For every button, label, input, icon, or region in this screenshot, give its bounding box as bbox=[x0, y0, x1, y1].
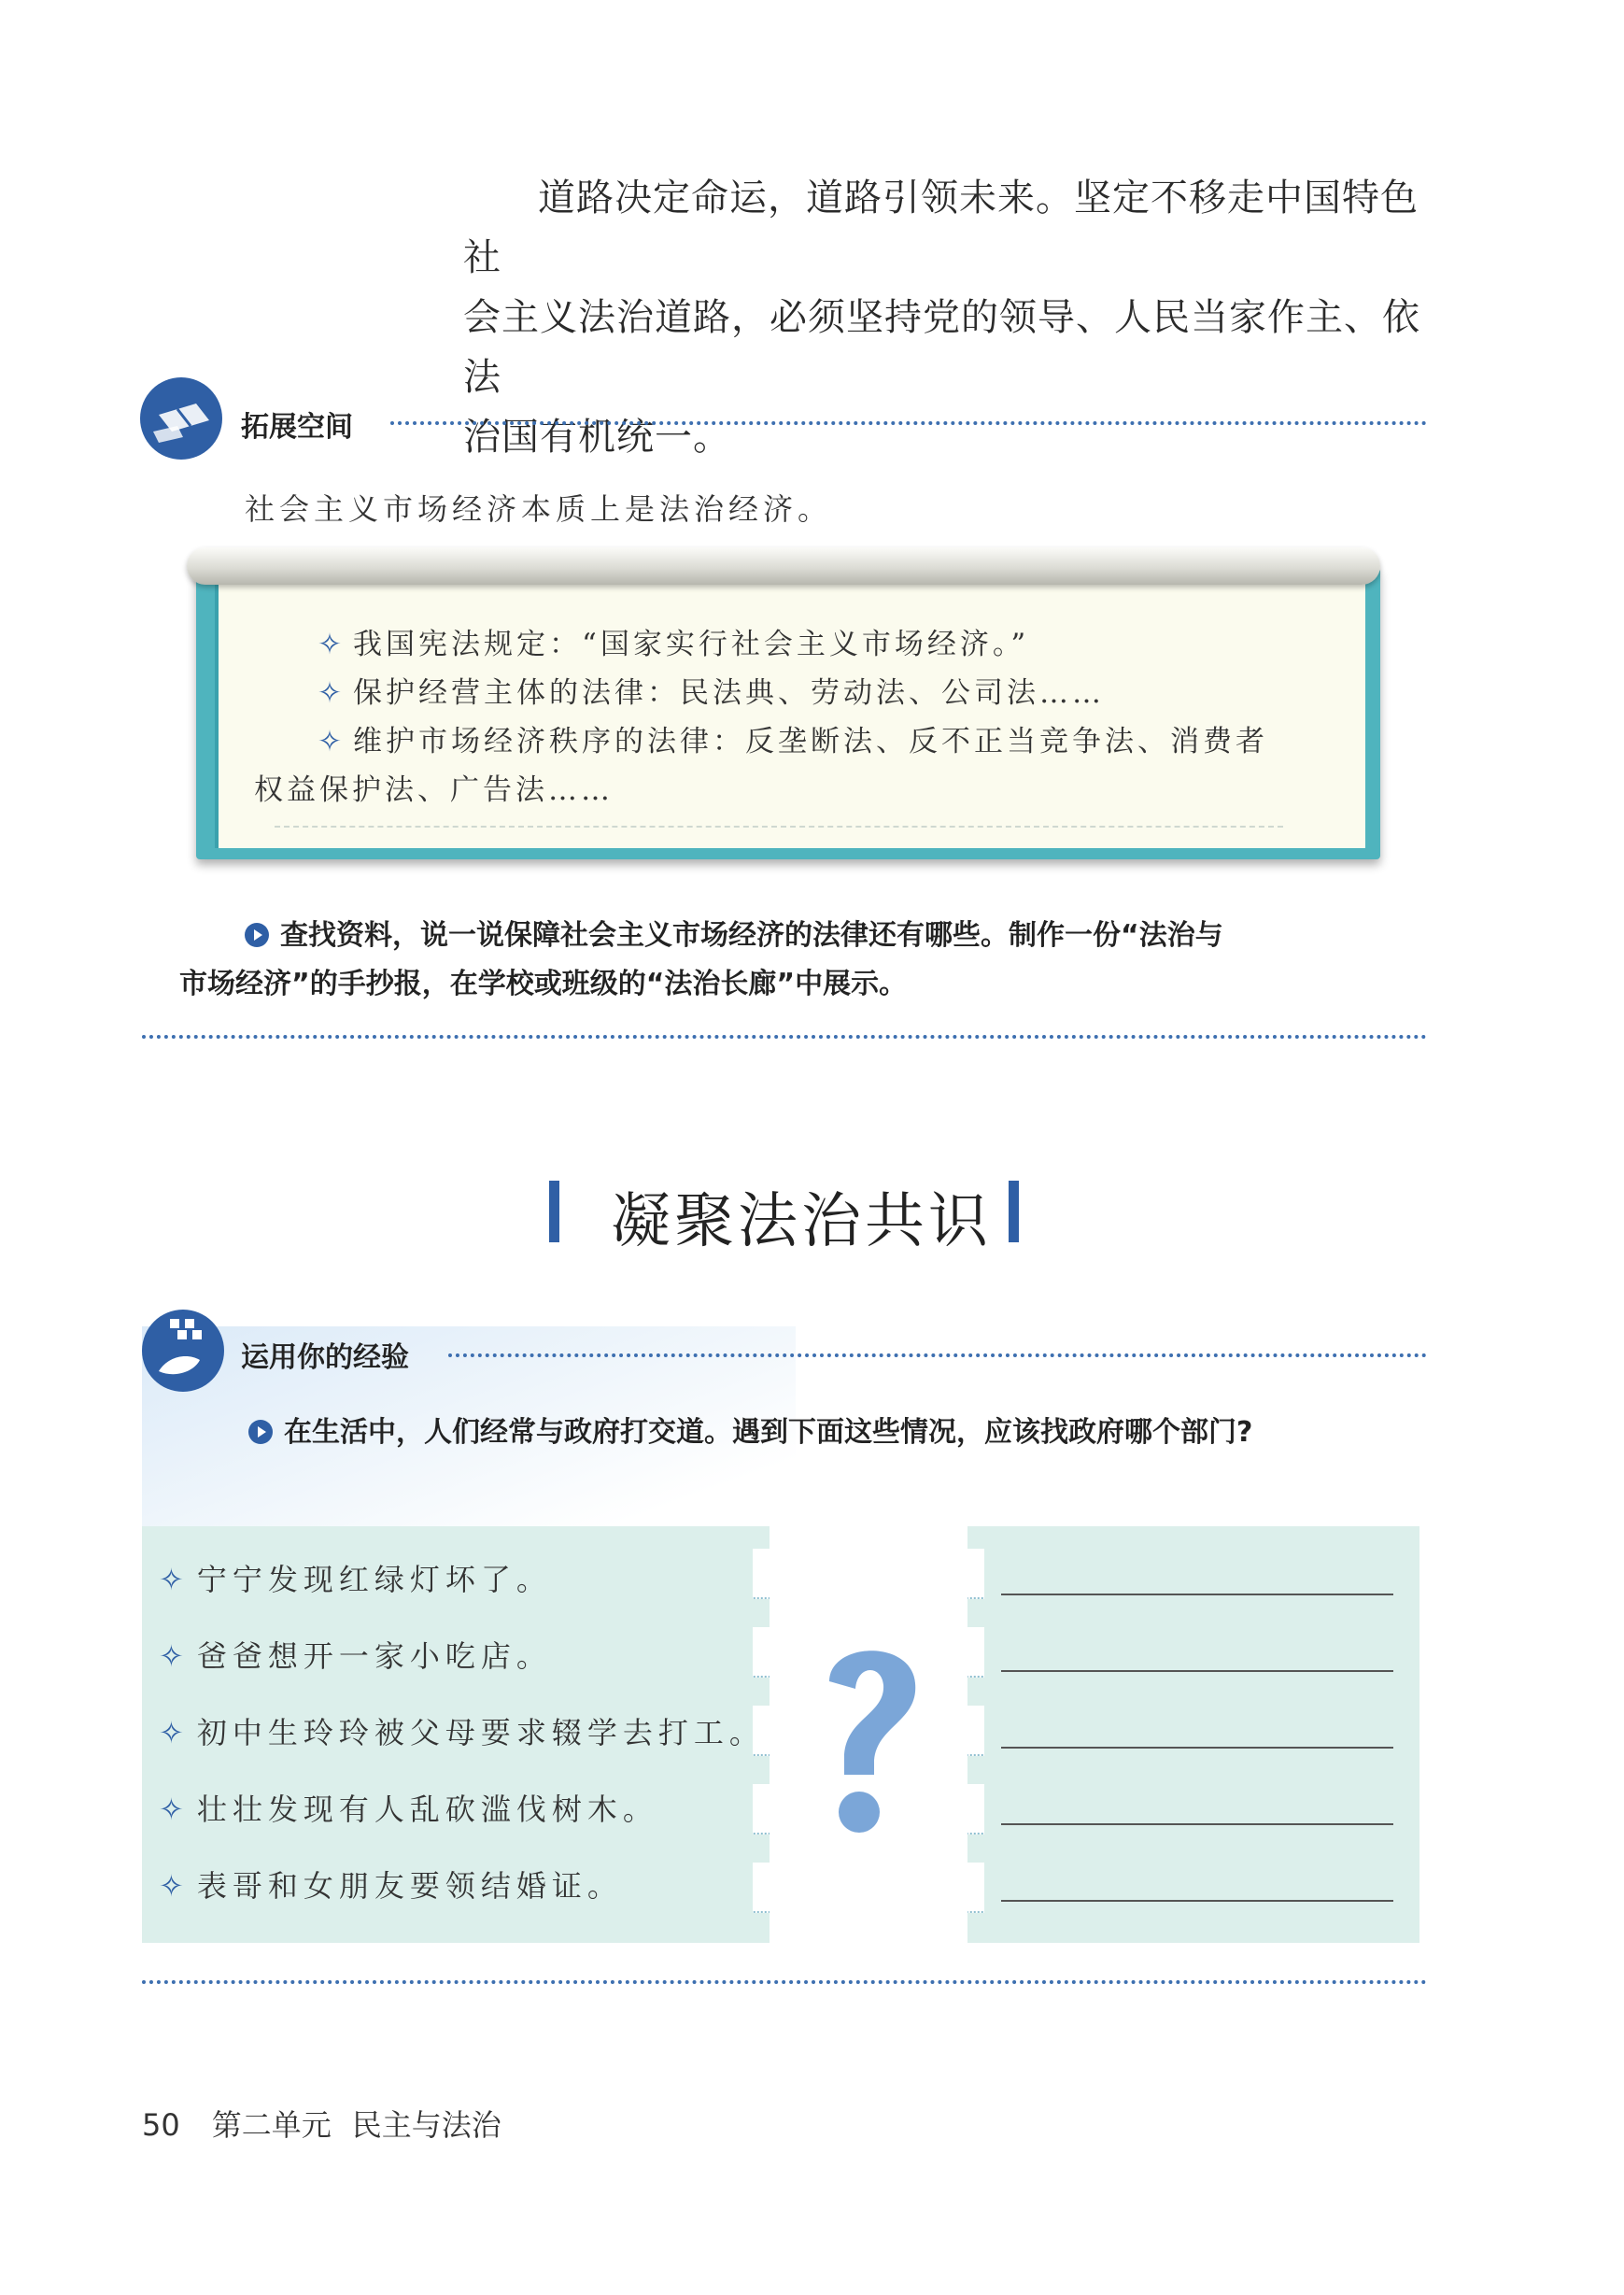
intro-line-1: 道路决定命运，道路引领未来。坚定不移走中国特色社 bbox=[463, 177, 1419, 279]
extension-icon bbox=[140, 377, 222, 460]
extension-task bbox=[179, 912, 1431, 1009]
scroll-item: ✧ 我国宪法规定：“国家实行社会主义市场经济。” bbox=[318, 628, 1030, 661]
experience-dotted-rule bbox=[448, 1353, 1427, 1357]
scroll-rod bbox=[187, 547, 1380, 585]
situation-item: ✧ 初中生玲玲被父母要求辍学去打工。 bbox=[159, 1715, 765, 1750]
intro-line-3: 治国有机统一。 bbox=[463, 416, 731, 459]
scroll-item: ✧ 维护市场经济秩序的法律：反垄断法、反不正当竞争法、消费者 bbox=[318, 725, 1268, 758]
task-line-2: 市场经济”的手抄报，在学校或班级的“法治长廊”中展示。 bbox=[179, 968, 908, 1000]
situation-item: ✧ 表哥和女朋友要领结婚证。 bbox=[159, 1868, 623, 1904]
play-bullet-icon bbox=[248, 1420, 273, 1444]
answer-blank[interactable] bbox=[1001, 1823, 1393, 1825]
extension-dotted-rule bbox=[390, 421, 1427, 425]
diamond-bullet-icon: ✧ bbox=[159, 1792, 190, 1827]
page-number: 50 bbox=[142, 2107, 180, 2143]
situation-item: ✧ 爸爸想开一家小吃店。 bbox=[159, 1638, 552, 1674]
experience-prompt: 在生活中，人们经常与政府打交道。遇到下面这些情况，应该找政府哪个部门? bbox=[248, 1409, 1252, 1457]
scroll-item: ✧ 保护经营主体的法律：民法典、劳动法、公司法…… bbox=[318, 676, 1105, 710]
diamond-bullet-icon: ✧ bbox=[159, 1868, 190, 1904]
extension-lead: 社会主义市场经济本质上是法治经济。 bbox=[245, 491, 833, 527]
extension-title: 拓展空间 bbox=[241, 411, 353, 444]
question-mark-icon bbox=[796, 1625, 945, 1849]
scroll-item-continuation: 权益保护法、广告法…… bbox=[254, 773, 614, 807]
diamond-bullet-icon: ✧ bbox=[318, 676, 346, 710]
answer-blank[interactable] bbox=[1001, 1594, 1393, 1595]
answer-blank[interactable] bbox=[1001, 1670, 1393, 1672]
play-bullet-icon bbox=[245, 923, 269, 947]
task-line-1: 查找资料，说一说保障社会主义市场经济的法律还有哪些。制作一份“法治与 bbox=[179, 912, 1431, 960]
diamond-bullet-icon: ✧ bbox=[159, 1562, 190, 1597]
heading-bar-left bbox=[549, 1181, 559, 1242]
unit-title: 民主与法治 bbox=[351, 2107, 501, 2143]
section-divider bbox=[142, 1035, 1427, 1039]
situation-item: ✧ 壮壮发现有人乱砍滥伐树木。 bbox=[159, 1792, 658, 1827]
diamond-bullet-icon: ✧ bbox=[159, 1715, 190, 1750]
section-heading: 凝聚法治共识 bbox=[611, 1187, 992, 1256]
answer-blank[interactable] bbox=[1001, 1900, 1393, 1902]
diamond-bullet-icon: ✧ bbox=[318, 628, 346, 661]
page-footer bbox=[142, 2102, 501, 2145]
scroll-dashed-rule bbox=[275, 826, 1283, 828]
heading-bar-right bbox=[1009, 1181, 1019, 1242]
intro-line-2: 会主义法治道路，必须坚持党的领导、人民当家作主、依法 bbox=[463, 296, 1420, 399]
diamond-bullet-icon: ✧ bbox=[318, 725, 346, 758]
scroll-paper bbox=[215, 572, 1365, 848]
situation-item: ✧ 宁宁发现红绿灯坏了。 bbox=[159, 1562, 552, 1597]
answers-panel bbox=[967, 1526, 1419, 1943]
diamond-bullet-icon: ✧ bbox=[159, 1638, 190, 1674]
unit-label: 第二单元 bbox=[211, 2107, 332, 2143]
answer-blank[interactable] bbox=[1001, 1747, 1393, 1749]
section-end-divider bbox=[142, 1980, 1427, 1984]
experience-title: 运用你的经验 bbox=[241, 1341, 409, 1374]
experience-icon bbox=[142, 1310, 224, 1392]
